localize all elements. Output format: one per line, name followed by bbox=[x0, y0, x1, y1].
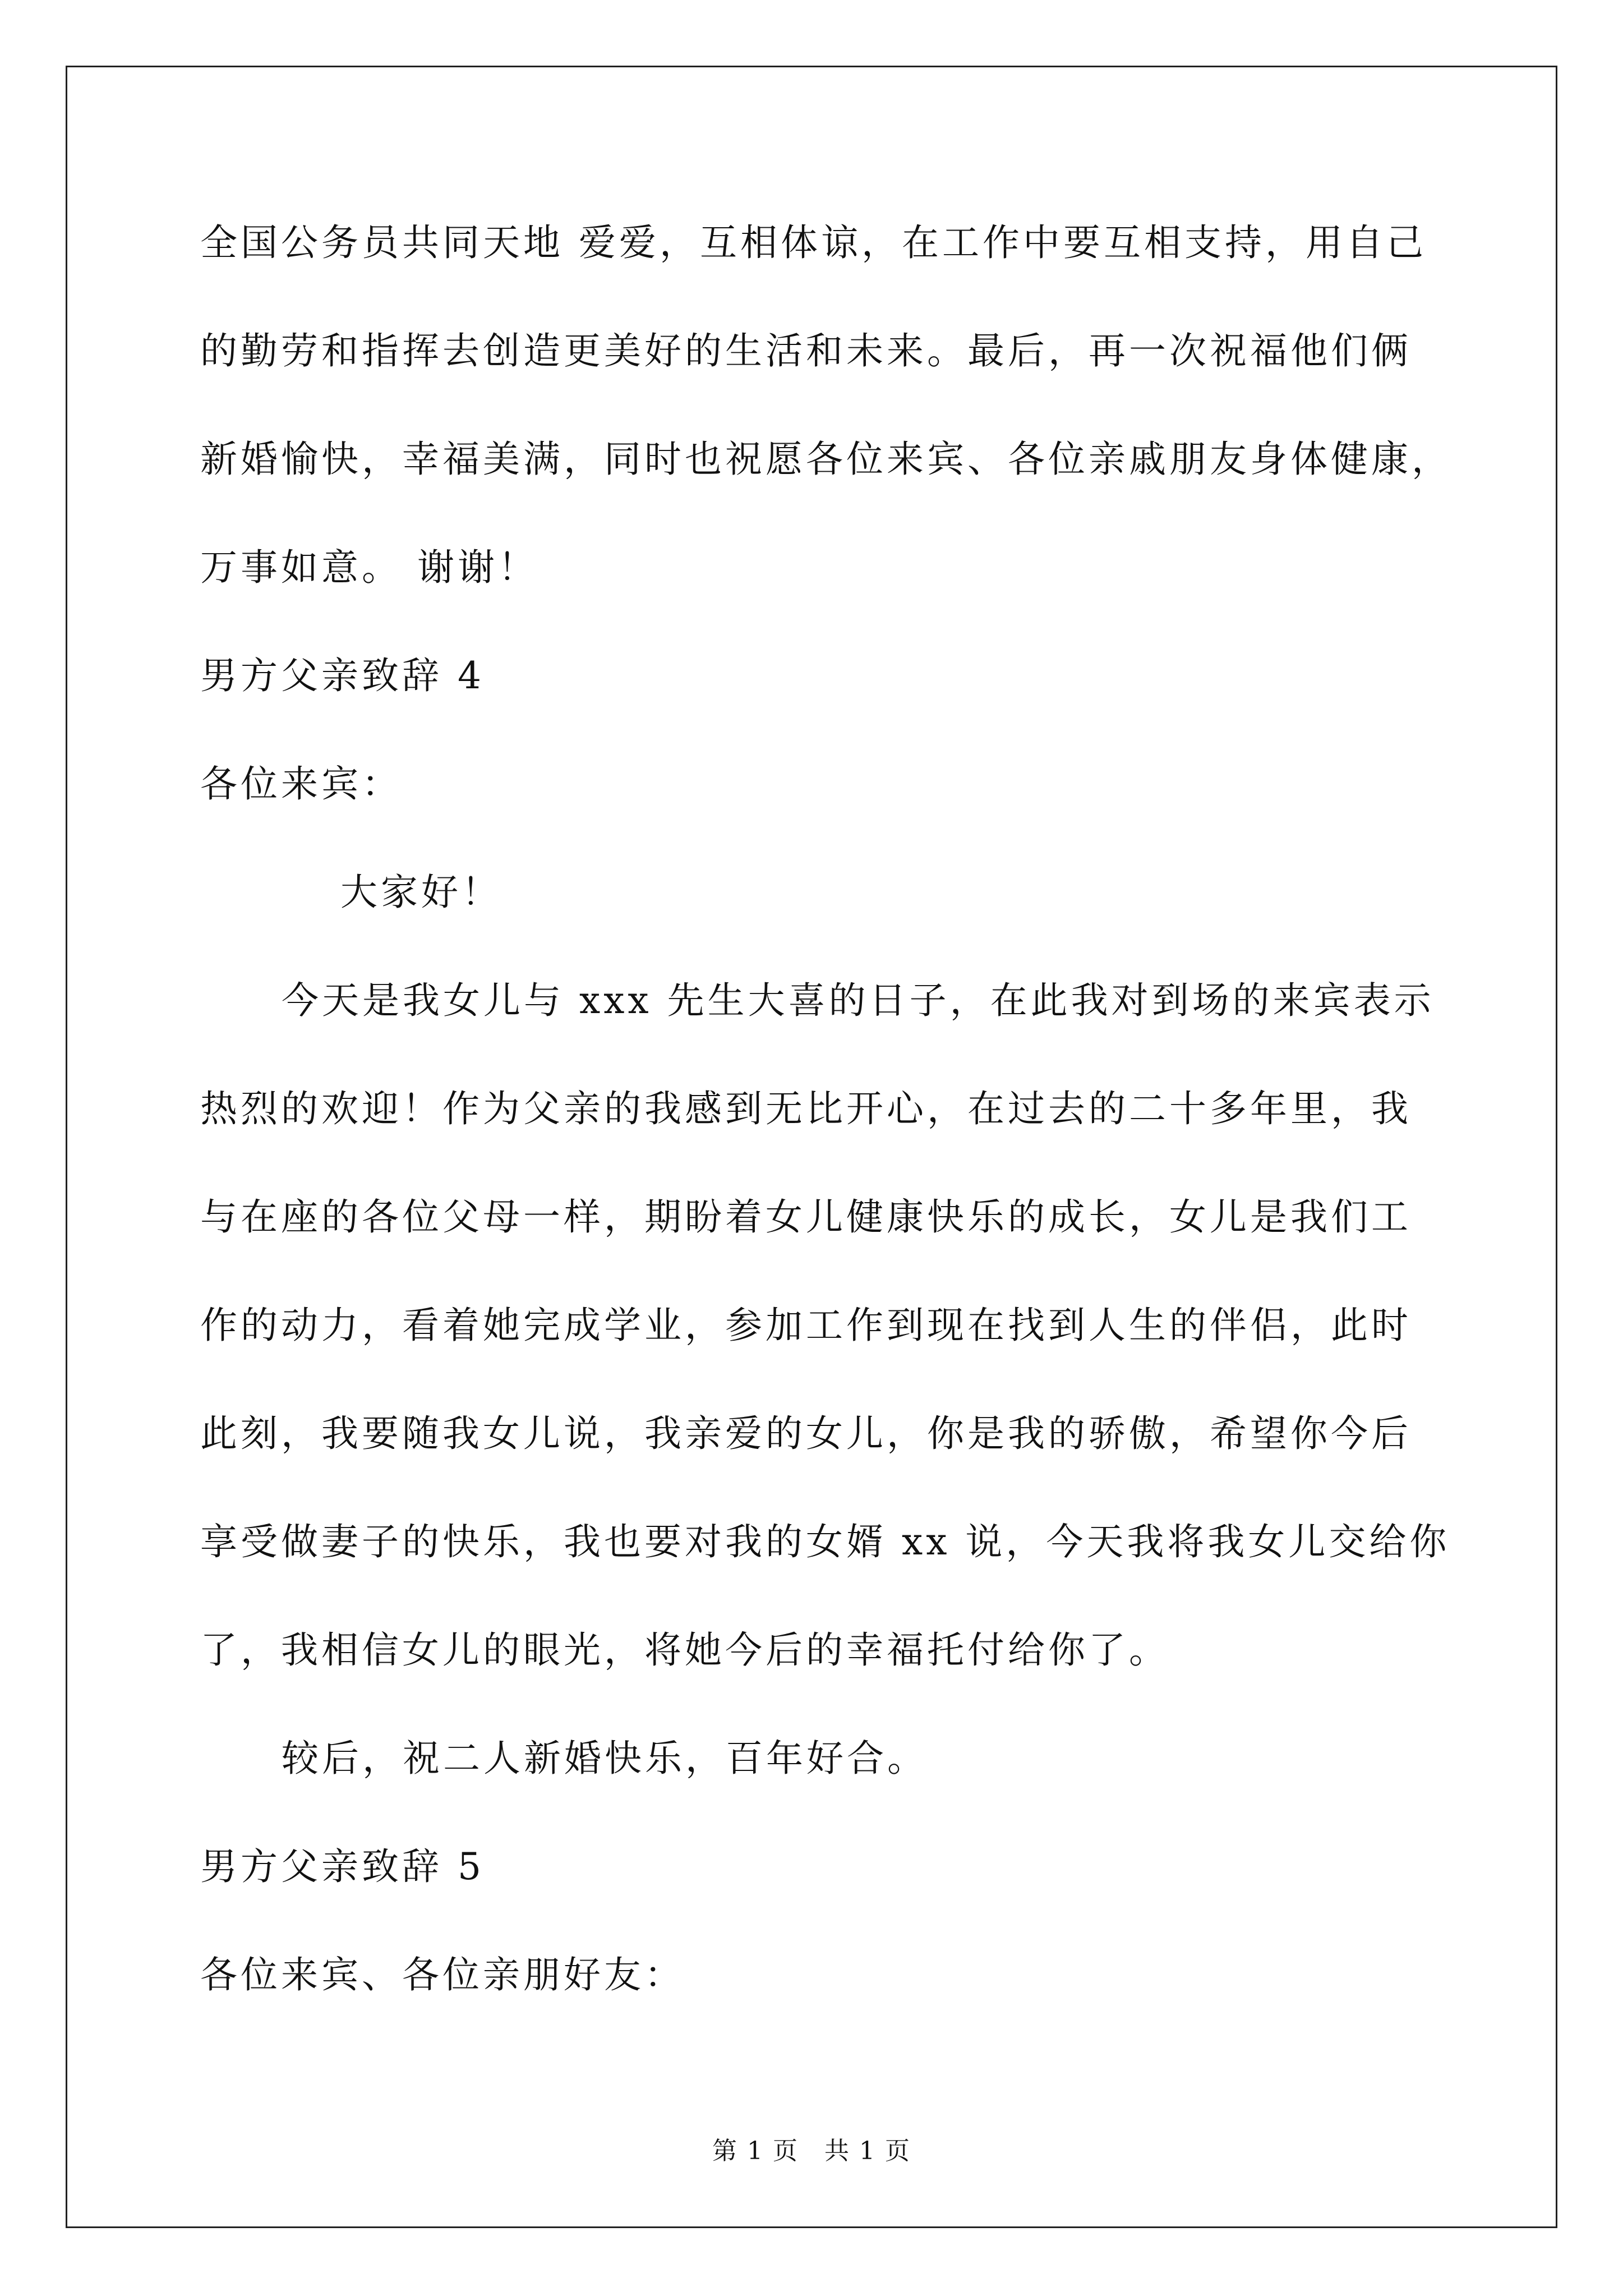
paragraph-line: 作的动力，看着她完成学业，参加工作到现在找到人生的伴侣，此时 bbox=[200, 1304, 1412, 1347]
paragraph-line: 全国公务员共同天地 爱爱，互相体谅，在工作中要互相支持，用自己 bbox=[200, 221, 1427, 264]
paragraph-line: 热烈的欢迎！作为父亲的我感到无比开心，在过去的二十多年里，我 bbox=[200, 1087, 1412, 1130]
paragraph-line: 此刻，我要随我女儿说，我亲爱的女儿，你是我的骄傲，希望你今后 bbox=[200, 1412, 1412, 1455]
paragraph-line: 的勤劳和指挥去创造更美好的生活和未来。最后，再一次祝福他们俩 bbox=[200, 329, 1412, 372]
page-number-footer: 第 1 页 共 1 页 bbox=[712, 2137, 911, 2165]
paragraph-line: 新婚愉快，幸福美满，同时也祝愿各位来宾、各位亲戚朋友身体健康， bbox=[200, 438, 1452, 481]
salutation: 各位来宾： bbox=[200, 762, 402, 806]
paragraph-line: 享受做妻子的快乐，我也要对我的女婿 xx 说，今天我将我女儿交给你 bbox=[200, 1520, 1450, 1563]
document-body bbox=[200, 221, 1473, 1996]
paragraph-line: 了，我相信女儿的眼光，将她今后的幸福托付给你了。 bbox=[200, 1628, 1169, 1672]
paragraph-line: 今天是我女儿与 xxx 先生大喜的日子，在此我对到场的来宾表示 bbox=[282, 979, 1435, 1022]
paragraph-line: 较后，祝二人新婚快乐，百年好合。 bbox=[282, 1737, 928, 1780]
paragraph-line: 与在座的各位父母一样，期盼着女儿健康快乐的成长，女儿是我们工 bbox=[200, 1195, 1412, 1239]
paragraph-line: 万事如意。 谢谢！ bbox=[200, 546, 538, 589]
section-heading: 男方父亲致辞 5 bbox=[200, 1845, 485, 1888]
salutation: 各位来宾、各位亲朋好友： bbox=[200, 1953, 685, 1996]
greeting: 大家好！ bbox=[340, 871, 502, 914]
section-heading: 男方父亲致辞 4 bbox=[200, 654, 485, 697]
